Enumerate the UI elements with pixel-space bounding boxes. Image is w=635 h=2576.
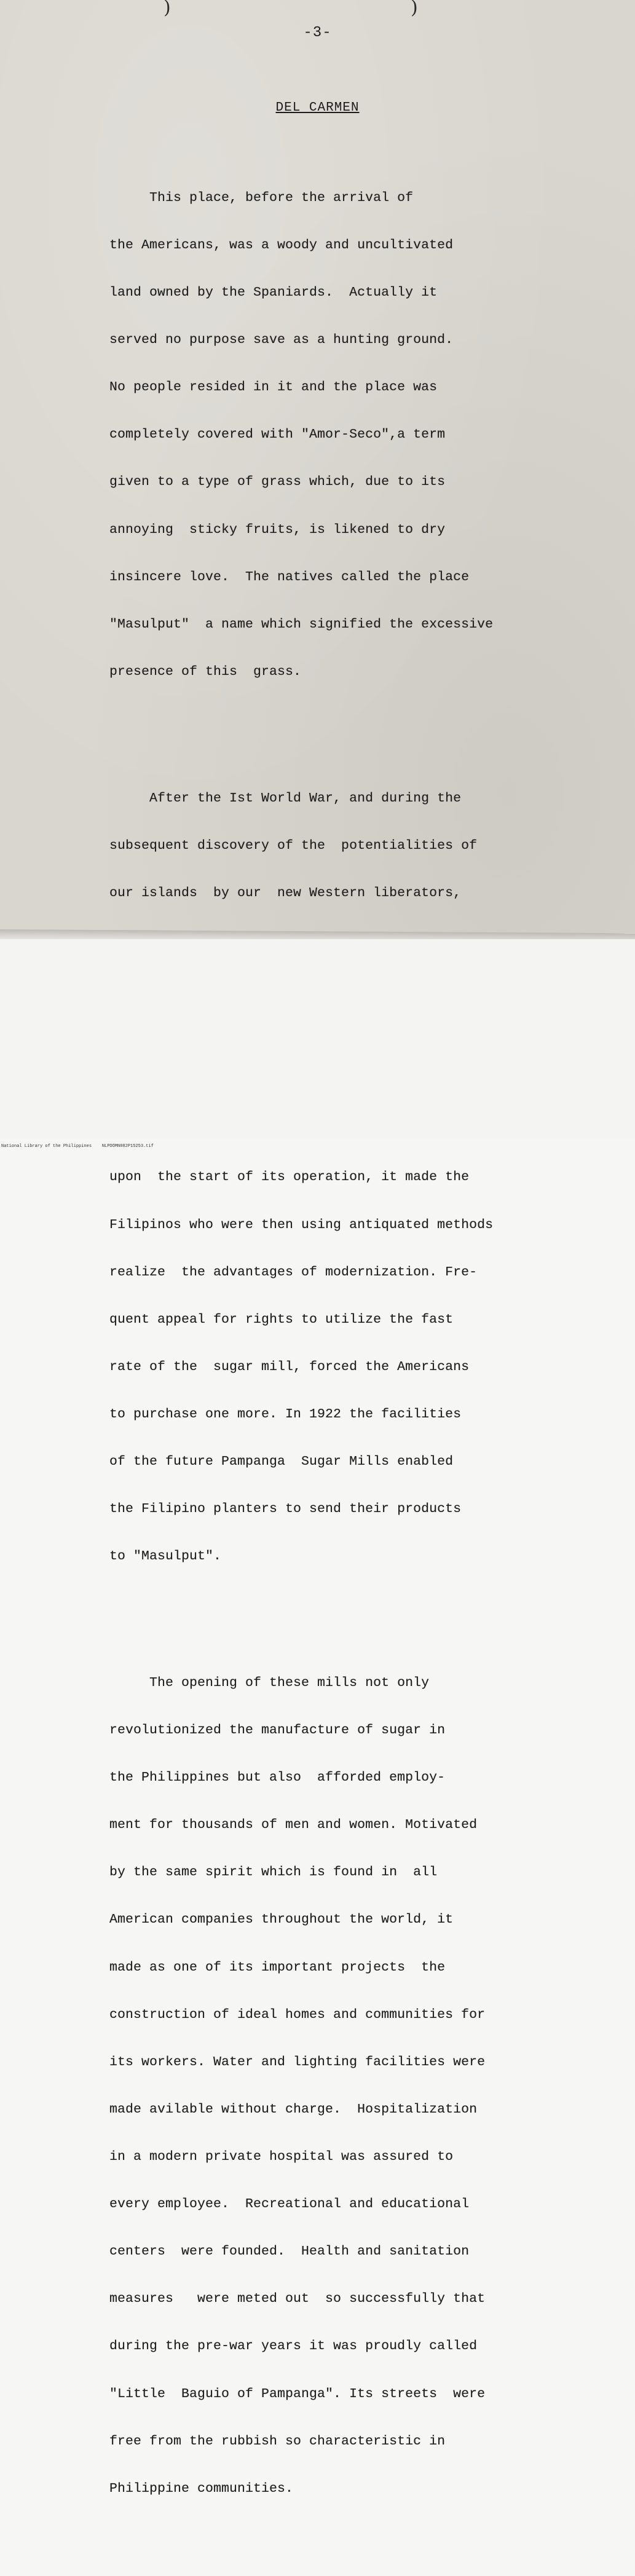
text-line: completely covered with "Amor-Seco",a term [109,427,446,443]
text-line: "Masulput" a name which signified the excessive [109,616,494,632]
text-line: rate of the sugar mill, forced the Americans [109,1359,470,1374]
paragraph-1 [109,159,558,712]
text-line: centers were founded. Health and sanitation [109,2244,470,2259]
paragraph-2 [109,759,558,1596]
text-line: construction of ideal homes and communities for [109,2007,486,2022]
binder-ring-mark-left: ) [164,0,171,18]
document-body [109,127,558,2576]
text-line: the Philippines but also afforded employ- [109,1770,446,1786]
text-line: in a modern private hospital was assured to [109,2149,454,2164]
text-line: insincere love. The natives called the place [109,569,470,585]
scan-footer-caption: National Library of the Philippines NLPOOMN082P15253.tif [1,1144,154,1149]
text-line: to purchase one more. In 1922 the facilities [109,1406,462,1422]
text-line: Filipinos who were then using antiquated methods [109,1217,494,1232]
text-line: This place, before the arrival of [109,190,414,205]
text-line: of the future Pampanga Sugar Mills enabled [109,1454,454,1470]
text-line: realize the advantages of modernization. Fre- [109,1264,478,1280]
text-line: during the pre-war years it was proudly called [109,2339,478,2354]
text-line: free from the rubbish so characteristic in [109,2433,446,2449]
text-line: served no purpose save as a hunting ground. [109,333,454,348]
text-line: every employee. Recreational and educational [109,2197,470,2212]
text-line: by the same spirit which is found in all [109,1865,438,1880]
text-line: American companies throughout the world, it [109,1912,454,1928]
page-number: -3- [303,25,332,41]
text-line: its workers. Water and lighting facilities were [109,2054,486,2070]
text-line: The opening of these mills not only [109,1675,430,1690]
text-line: annoying sticky fruits, is likened to dry [109,522,446,537]
text-line: presence of this grass. [109,664,302,679]
text-line: upon the start of its operation, it made the [109,1170,470,1185]
text-line: land owned by the Spaniards. Actually it [109,285,438,301]
text-line: made as one of its important projects the [109,1960,446,1975]
text-line: our islands by our new Western liberators, [109,885,462,900]
text-line: measures were meted out so successfully that [109,2291,486,2307]
text-line: quent appeal for rights to utilize the fast [109,1312,454,1327]
text-line: revolutionized the manufacture of sugar in [109,1722,446,1738]
text-line: ment for thousands of men and women. Motivated [109,1818,478,1833]
text-line: given to a type of grass which, due to its [109,475,446,490]
binder-ring-mark-right: ) [411,0,418,18]
text-line: After the Ist World War, and during the [109,790,462,806]
text-line: Philippine communities. [109,2481,294,2496]
text-line: the Americans, was a woody and uncultivated [109,237,454,253]
text-line: the Filipino planters to send their products [109,1502,462,1517]
text-line: No people resided in it and the place was [109,380,438,395]
text-line: made avilable without charge. Hospitalization [109,2101,478,2117]
paragraph-3 [109,1644,558,2528]
text-line: to "Masulput". [109,1549,222,1564]
text-line: subsequent discovery of the potentialities of [109,838,478,853]
document-title: DEL CARMEN [275,101,360,115]
scan-background [0,939,635,1139]
text-line: "Little Baguio of Pampanga". Its streets were [109,2386,486,2401]
